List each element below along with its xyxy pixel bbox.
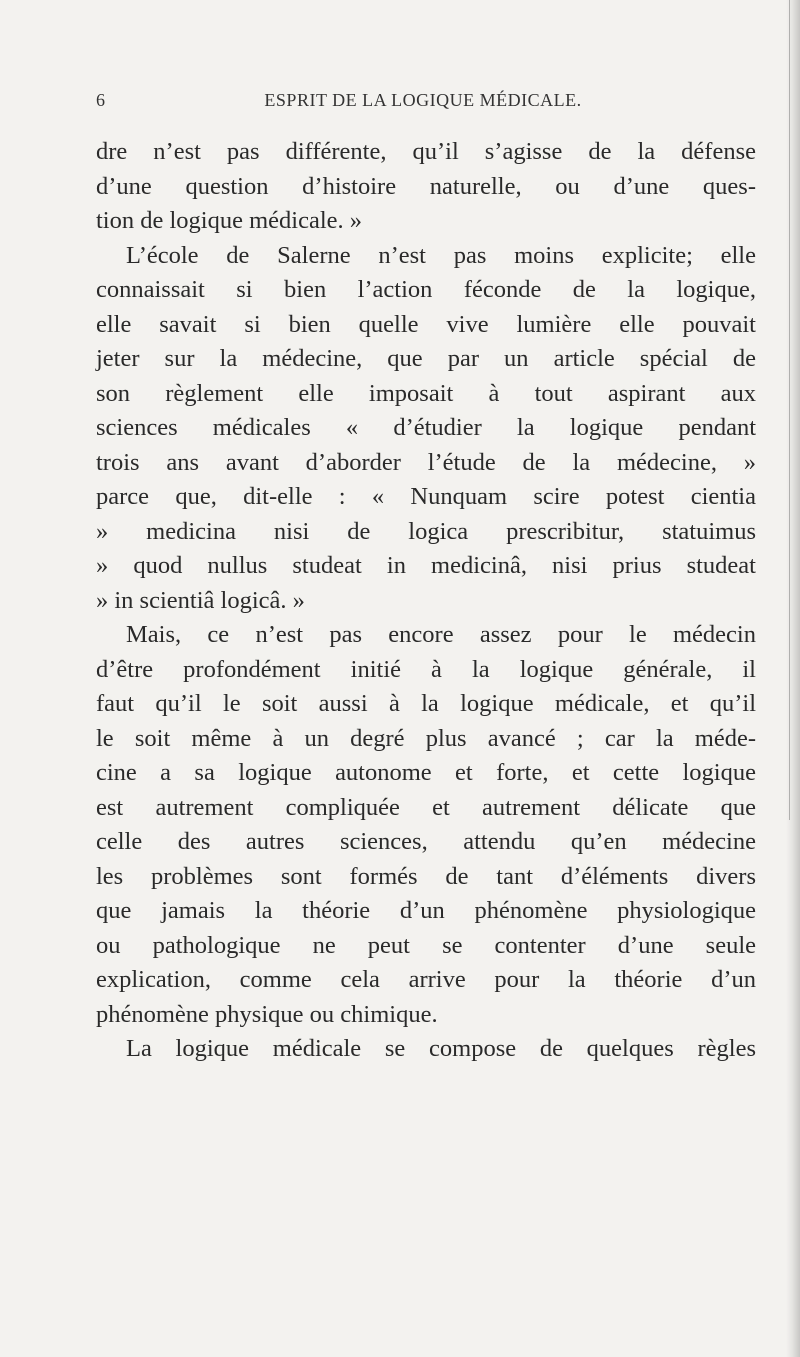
text-line: L’école de Salerne n’est pas moins explicite; elle: [126, 241, 756, 269]
text-line: La logique médicale se compose de quelques règles: [126, 1035, 756, 1062]
text-line: elle savait si bien quelle vive lumière elle pouvait: [96, 310, 756, 338]
text-line: connaissait si bien l’action féconde de la logique,: [96, 276, 756, 303]
text-line: d’une question d’histoire naturelle, ou d’une ques-: [96, 172, 756, 200]
page-header: [96, 90, 750, 118]
text-line: ou pathologique ne peut se contenter d’une seule: [96, 931, 756, 959]
text-line: explication, comme cela arrive pour la théorie d’un: [96, 966, 756, 993]
running-title: ESPRIT DE LA LOGIQUE MÉDICALE.: [264, 90, 582, 110]
text-line: faut qu’il le soit aussi à la logique médicale, et qu’il: [96, 690, 756, 717]
page-number: 6: [96, 90, 106, 110]
body-text: [96, 135, 756, 1067]
text-line: » medicina nisi de logica prescribitur, statuimus: [96, 517, 756, 545]
text-line: phénomène physique ou chimique.: [96, 1000, 438, 1028]
page-edge-line: [789, 0, 790, 820]
text-line: d’être profondément initié à la logique générale, il: [96, 655, 756, 683]
text-line: parce que, dit-elle : « Nunquam scire potest cientia: [96, 483, 756, 510]
text-line: sciences médicales « d’étudier la logique pendant: [96, 414, 756, 441]
text-line: tion de logique médicale. »: [96, 207, 363, 234]
text-line: » in scientiâ logicâ. »: [96, 586, 305, 614]
text-line: dre n’est pas différente, qu’il s’agisse de la défense: [96, 138, 756, 165]
text-line: Mais, ce n’est pas encore assez pour le médecin: [126, 621, 756, 648]
text-line: le soit même à un degré plus avancé ; car la méde-: [96, 724, 756, 752]
text-line: trois ans avant d’aborder l’étude de la médecine, »: [96, 448, 756, 476]
text-line: est autrement compliquée et autrement délicate que: [96, 793, 756, 821]
text-line: jeter sur la médecine, que par un article spécial de: [96, 345, 756, 372]
text-line: » quod nullus studeat in medicinâ, nisi prius studeat: [96, 552, 756, 579]
text-line: cine a sa logique autonome et forte, et cette logique: [96, 759, 756, 786]
text-line: celle des autres sciences, attendu qu’en médecine: [96, 828, 756, 855]
text-line: son règlement elle imposait à tout aspirant aux: [96, 379, 756, 407]
text-line: que jamais la théorie d’un phénomène physiologique: [96, 897, 756, 924]
text-line: les problèmes sont formés de tant d’éléments divers: [96, 862, 756, 890]
